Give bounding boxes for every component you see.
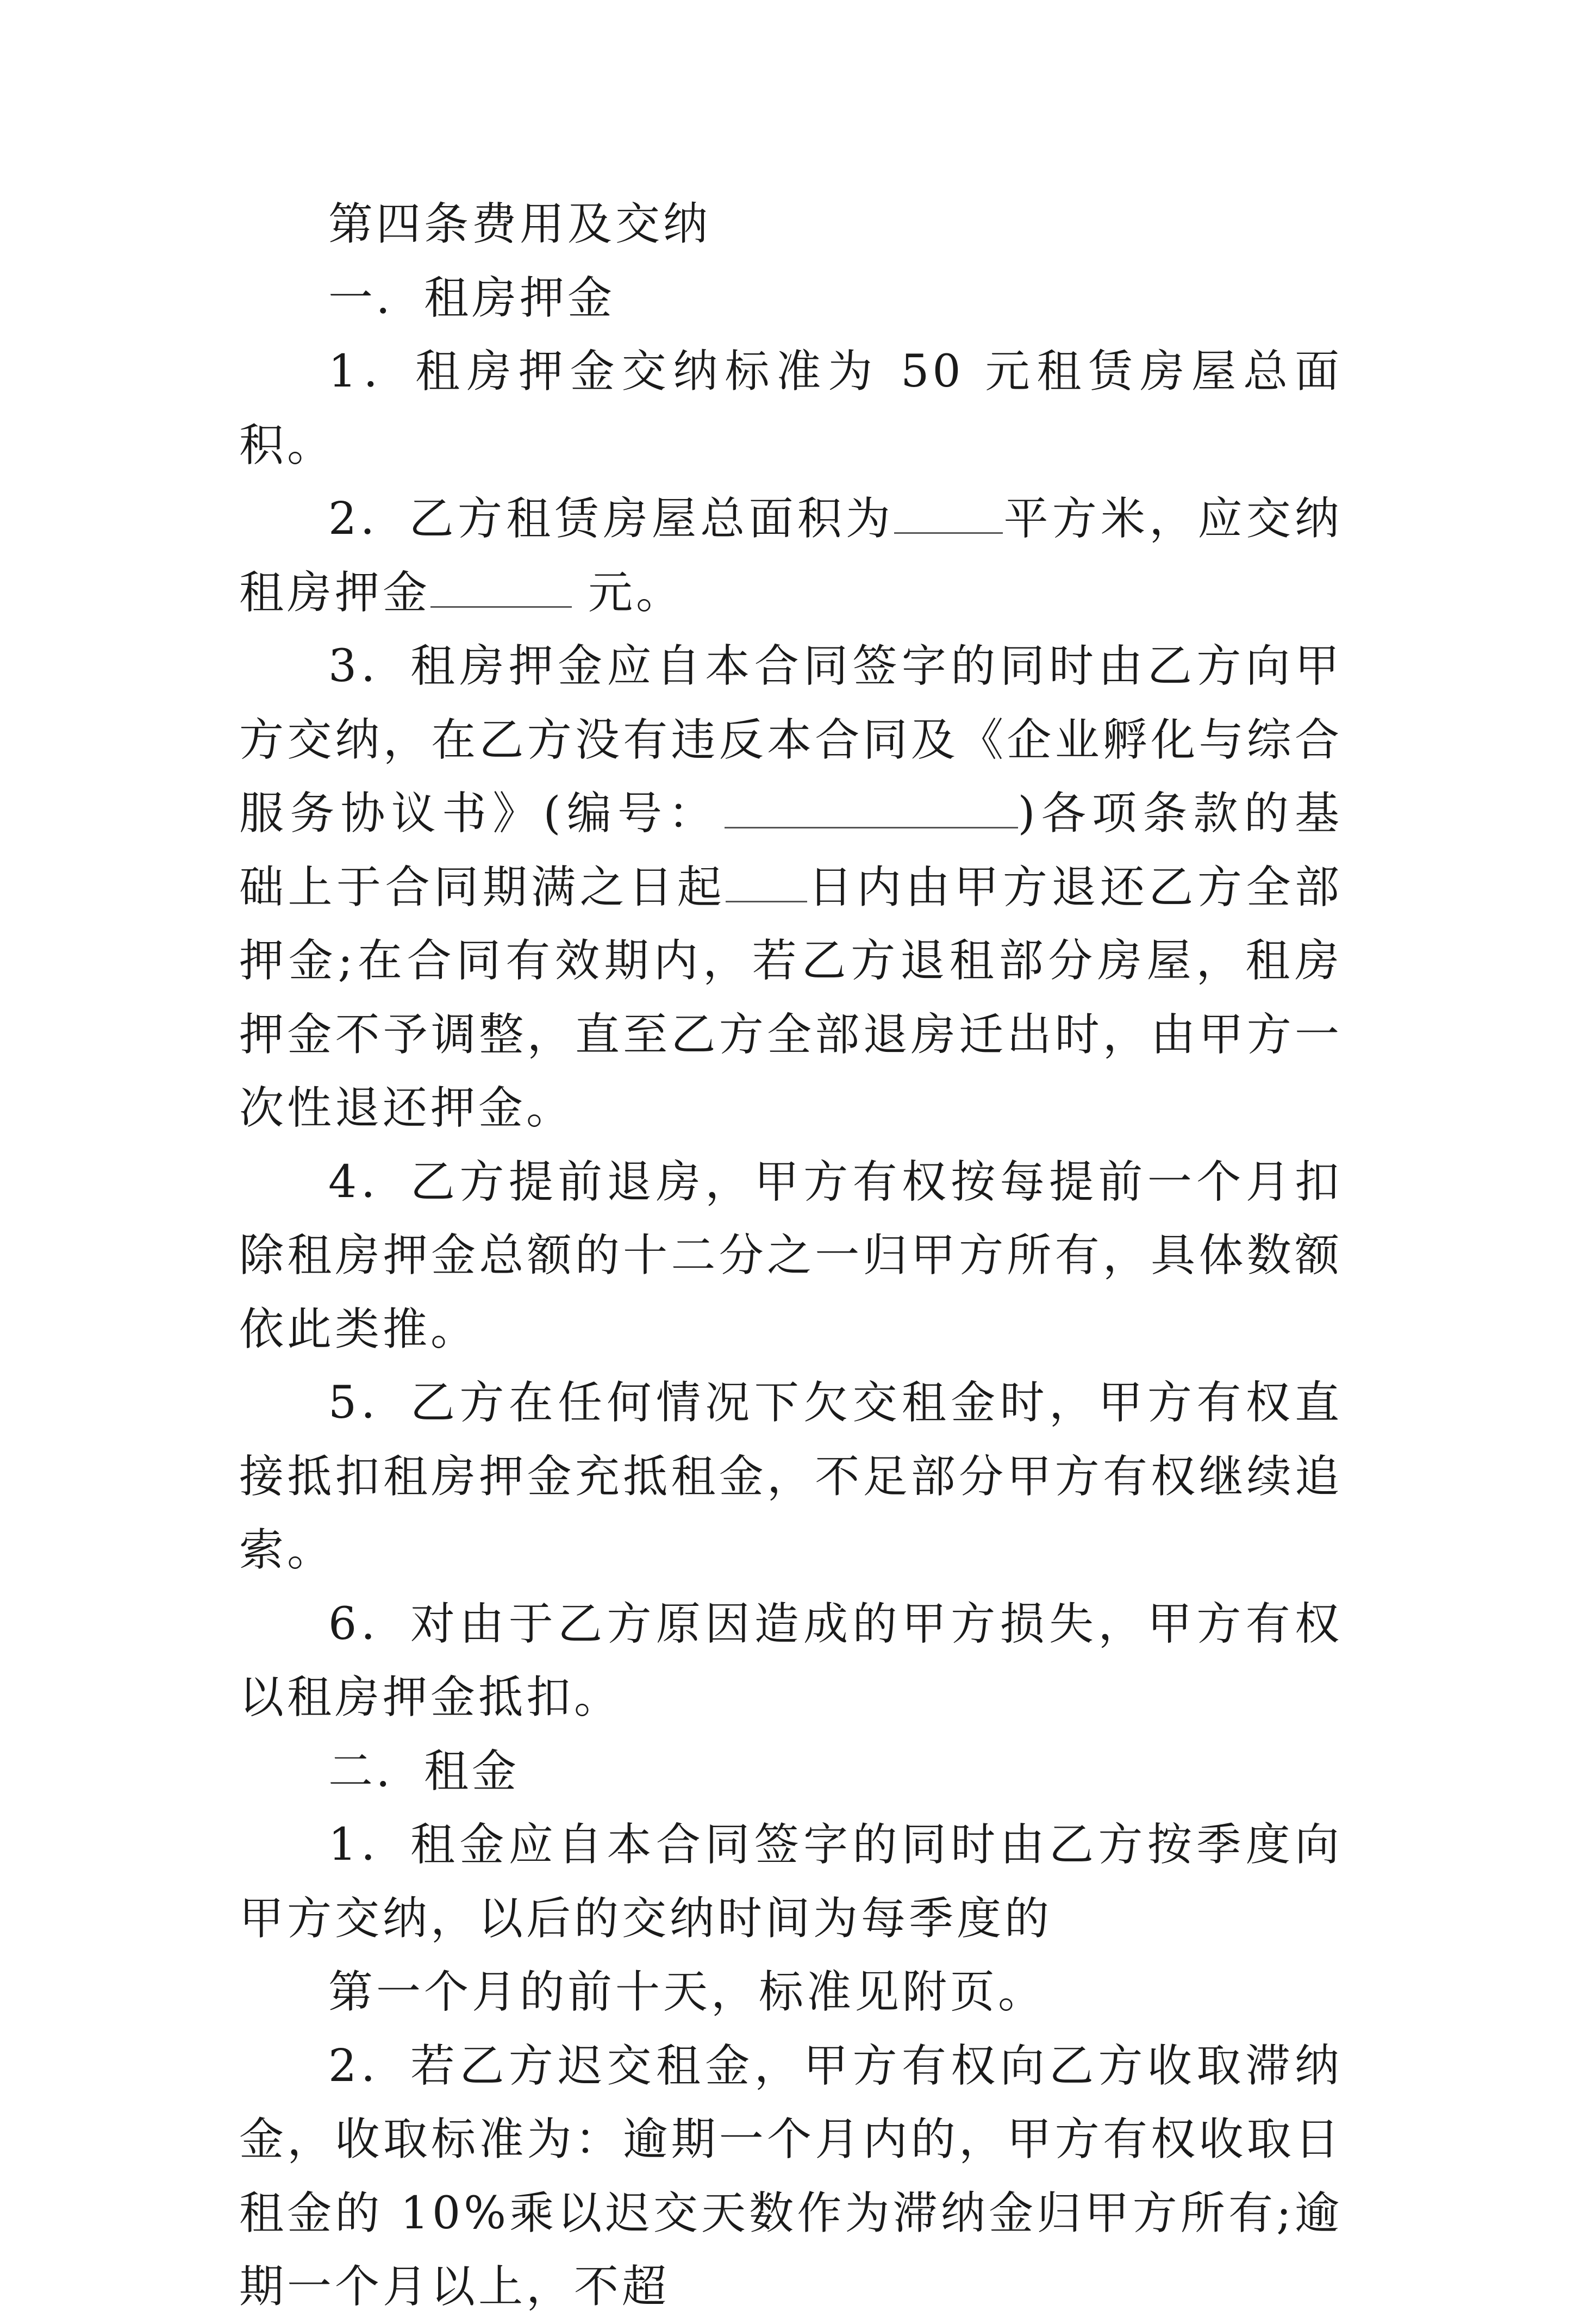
section-title-deposit: 一．租房押金 — [328, 272, 616, 324]
deposit-clause-5: 5．乙方在任何情况下欠交租金时，甲方有权直接抵扣租房押金充抵租金，不足部分甲方有权继续追索。 — [239, 1377, 1343, 1576]
clause-2-text-c: 元。 — [588, 566, 684, 619]
deposit-clause-2 — [239, 482, 1343, 630]
article-title: 第四条费用及交纳 — [328, 198, 711, 250]
clause-3-text-c: 日内由甲方退还乙方全部押金;在合同有效期内，若乙方退租部分房屋，租房押金不予调整，直至乙方全部退房迁出时，由甲方一次性退还押金。 — [239, 861, 1343, 1134]
deposit-clause-6: 6．对由于乙方原因造成的甲方损失，甲方有权以租房押金抵扣。 — [239, 1598, 1343, 1723]
document-body — [239, 188, 1343, 2324]
deposit-clause-1: 1．租房押金交纳标准为 50 元租赁房屋总面积。 — [239, 346, 1343, 471]
clause-3-text-a: 3．租房押金应自本合同签字的同时由乙方向甲方交纳，在乙方没有违反本合同及《企业孵化与综合服务协议书》(编号： — [239, 640, 1343, 839]
deposit-clause-3 — [239, 630, 1343, 1145]
deposit-clause-4: 4．乙方提前退房，甲方有权按每提前一个月扣除租房押金总额的十二分之一归甲方所有，具体数额依此类推。 — [239, 1156, 1343, 1355]
section-title-rent: 二．租金 — [328, 1745, 520, 1797]
area-blank — [894, 494, 1003, 534]
clause-3-text-b: )各项条款的基础上于合同期满之日起 — [239, 788, 1343, 913]
rent-clause-1: 1．租金应自本合同签字的同时由乙方按季度向甲方交纳，以后的交纳时间为每季度的 — [239, 1819, 1343, 1945]
refund-days-blank — [726, 863, 807, 902]
rent-clause-1-continued: 第一个月的前十天，标准见附页。 — [328, 1966, 1046, 2018]
clause-2-text-a: 2．乙方租赁房屋总面积为 — [328, 493, 895, 545]
clause-2-text-b: 平方米，应交纳租房押金 — [239, 493, 1343, 619]
deposit-amount-blank — [430, 568, 572, 608]
rent-clause-2: 2．若乙方迟交租金，甲方有权向乙方收取滞纳金，收取标准为：逾期一个月内的，甲方有权收取日租金的 10%乘以迟交天数作为滞纳金归甲方所有;逾期一个月以上，不超 — [239, 2040, 1343, 2313]
agreement-number-blank — [725, 789, 1018, 828]
